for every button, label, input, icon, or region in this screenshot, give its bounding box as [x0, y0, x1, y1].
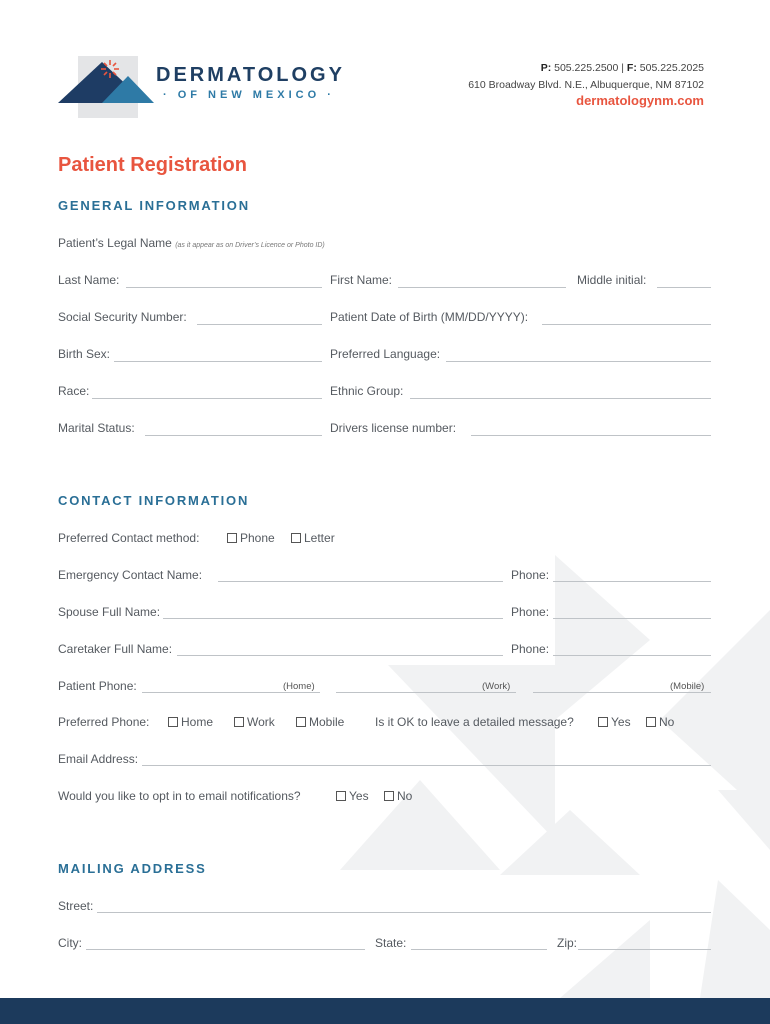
marital-label: Marital Status:: [58, 421, 135, 435]
spouse-field[interactable]: [163, 618, 503, 619]
first-name-label: First Name:: [330, 273, 393, 287]
caretaker-phone-field[interactable]: [553, 655, 711, 656]
street-field[interactable]: [97, 912, 711, 913]
checkbox-icon: [227, 533, 237, 543]
emergency-phone-label: Phone:: [511, 568, 550, 582]
phone-fax-line: [468, 60, 704, 77]
checkbox-icon: [296, 717, 306, 727]
emergency-field[interactable]: [218, 581, 503, 582]
checkbox-icon: [168, 717, 178, 727]
caretaker-field[interactable]: [177, 655, 503, 656]
middle-initial-field[interactable]: [657, 287, 711, 288]
dob-field[interactable]: [542, 324, 711, 325]
dob-label: Patient Date of Birth (MM/DD/YYYY):: [330, 310, 529, 324]
language-label: Preferred Language:: [330, 347, 441, 361]
checkbox-icon: [598, 717, 608, 727]
work-phone-field[interactable]: [336, 692, 516, 693]
phone-number: 505.225.2500: [554, 62, 619, 74]
checkbox-icon: [234, 717, 244, 727]
email-label: Email Address:: [58, 752, 139, 766]
message-yes-text: Yes: [611, 715, 631, 729]
last-name-label: Last Name:: [58, 273, 120, 287]
page-title: Patient Registration: [58, 154, 247, 176]
email-yes-checkbox[interactable]: [336, 789, 369, 803]
language-field[interactable]: [446, 361, 711, 362]
email-no-checkbox[interactable]: [384, 789, 412, 803]
street-label: Street:: [58, 899, 94, 913]
spouse-phone-label: Phone:: [511, 605, 550, 619]
logo-wordmark: DERMATOLOGY: [156, 64, 345, 86]
caretaker-phone-label: Phone:: [511, 642, 550, 656]
home-phone-field[interactable]: [142, 692, 320, 693]
checkbox-icon: [336, 791, 346, 801]
message-no-text: No: [659, 715, 675, 729]
email-field[interactable]: [142, 765, 711, 766]
city-label: City:: [58, 936, 82, 950]
separator: |: [621, 62, 624, 74]
checkbox-icon: [384, 791, 394, 801]
first-name-field[interactable]: [398, 287, 566, 288]
website-link[interactable]: dermatologynm.com: [576, 93, 704, 108]
checkbox-icon: [291, 533, 301, 543]
section-contact-heading: CONTACT INFORMATION: [58, 493, 250, 508]
email-optin-question: Would you like to opt in to email notifications?: [58, 789, 301, 803]
state-field[interactable]: [411, 949, 547, 950]
birth-sex-label: Birth Sex:: [58, 347, 111, 361]
logo-tagline: · OF NEW MEXICO ·: [163, 89, 335, 101]
contact-method-phone-text: Phone: [240, 531, 275, 545]
fax-number: 505.225.2025: [639, 62, 704, 74]
emergency-phone-field[interactable]: [553, 581, 711, 582]
email-no-text: No: [397, 789, 413, 803]
contact-method-letter-text: Letter: [304, 531, 335, 545]
legal-name-note: (as it appear as on Driver’s Licence or Photo ID): [175, 242, 325, 249]
birth-sex-field[interactable]: [114, 361, 322, 362]
patient-phone-label: Patient Phone:: [58, 679, 137, 693]
city-field[interactable]: [86, 949, 365, 950]
message-no-checkbox[interactable]: [646, 715, 674, 729]
mobile-hint: (Mobile): [670, 681, 705, 692]
footer-bar: [0, 998, 770, 1024]
contact-method-phone-checkbox[interactable]: [227, 531, 275, 545]
legal-name-label: [58, 236, 325, 250]
contact-method-letter-checkbox[interactable]: [291, 531, 335, 545]
practice-contact: [468, 60, 704, 94]
marital-field[interactable]: [145, 435, 322, 436]
preferred-home-checkbox[interactable]: [168, 715, 213, 729]
preferred-work-text: Work: [247, 715, 275, 729]
ssn-field[interactable]: [197, 324, 322, 325]
message-yes-checkbox[interactable]: [598, 715, 631, 729]
preferred-work-checkbox[interactable]: [234, 715, 275, 729]
section-mailing-heading: MAILING ADDRESS: [58, 861, 207, 876]
license-label: Drivers license number:: [330, 421, 457, 435]
race-field[interactable]: [92, 398, 322, 399]
caretaker-label: Caretaker Full Name:: [58, 642, 173, 656]
preferred-mobile-text: Mobile: [309, 715, 345, 729]
preferred-phone-label: Preferred Phone:: [58, 715, 150, 729]
email-yes-text: Yes: [349, 789, 369, 803]
section-general-heading: GENERAL INFORMATION: [58, 198, 250, 213]
ethnic-label: Ethnic Group:: [330, 384, 404, 398]
ethnic-field[interactable]: [410, 398, 711, 399]
work-hint: (Work): [482, 681, 511, 692]
preferred-mobile-checkbox[interactable]: [296, 715, 344, 729]
home-hint: (Home): [283, 681, 315, 692]
preferred-home-text: Home: [181, 715, 214, 729]
message-question: Is it OK to leave a detailed message?: [375, 715, 574, 729]
checkbox-icon: [646, 717, 656, 727]
race-label: Race:: [58, 384, 90, 398]
state-label: State:: [375, 936, 407, 950]
ssn-label: Social Security Number:: [58, 310, 187, 324]
practice-address: 610 Broadway Blvd. N.E., Albuquerque, NM 87102: [468, 79, 704, 91]
last-name-field[interactable]: [126, 287, 322, 288]
mobile-phone-field[interactable]: [533, 692, 711, 693]
zip-label: Zip:: [557, 936, 578, 950]
fax-label: F:: [626, 62, 637, 74]
legal-name-text: Patient’s Legal Name: [58, 236, 172, 250]
zip-field[interactable]: [578, 949, 711, 950]
license-field[interactable]: [471, 435, 711, 436]
spouse-label: Spouse Full Name:: [58, 605, 161, 619]
emergency-label: Emergency Contact Name:: [58, 568, 203, 582]
spouse-phone-field[interactable]: [553, 618, 711, 619]
phone-label: P:: [540, 62, 552, 74]
middle-initial-label: Middle initial:: [577, 273, 647, 287]
contact-method-label: Preferred Contact method:: [58, 531, 200, 545]
